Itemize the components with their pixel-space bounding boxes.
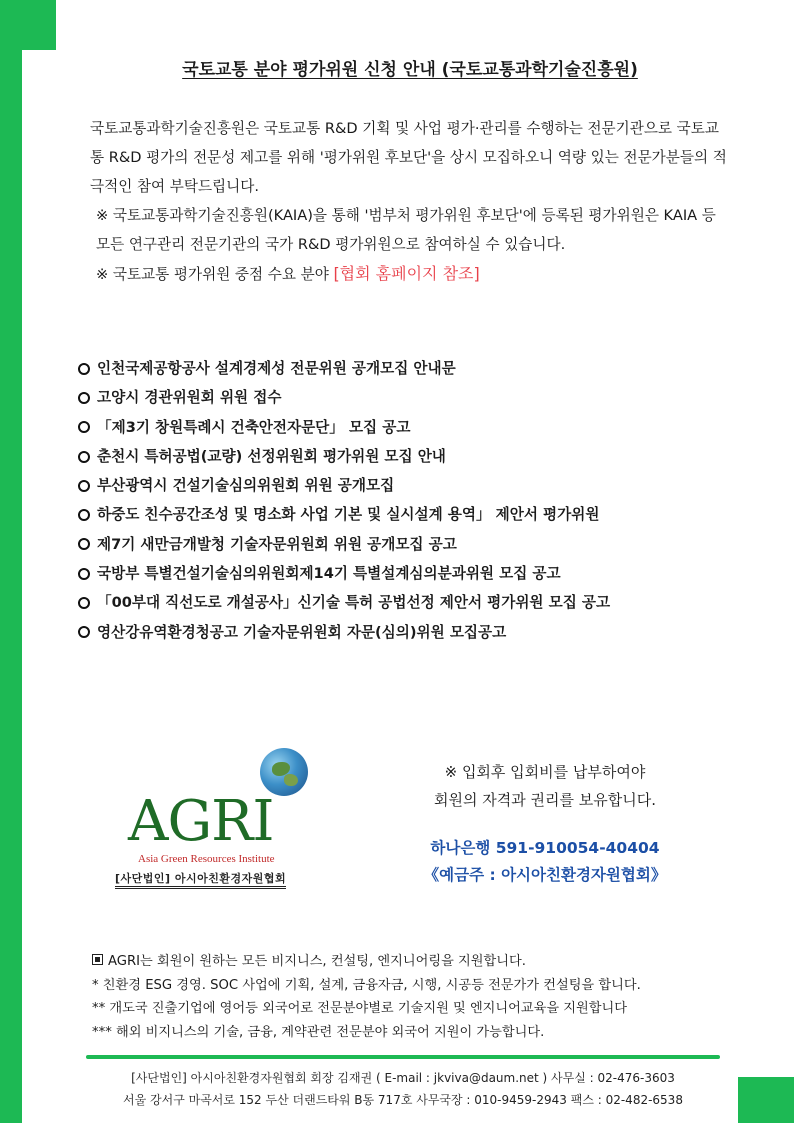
intro-paragraph-2: ※ 국토교통과학기술진흥원(KAIA)을 통해 '범부처 평가위원 후보단'에 등록된 평가위원은 KAIA 등 모든 연구관리 전문기관의 국가 R&D 평가위원으로 참여하실 수 있습니다. <box>96 207 716 253</box>
services-line-1-text: AGRI는 회원이 원하는 모든 비지니스, 컨설팅, 엔지니어링을 지원합니다. <box>108 954 526 969</box>
bottom-right-green-block <box>738 1077 794 1123</box>
square-bullet-icon <box>92 954 103 965</box>
circle-bullet-icon <box>78 597 90 609</box>
notice-item[interactable] <box>78 442 738 471</box>
notice-item[interactable] <box>78 588 738 617</box>
services-line-2: * 친환경 ESG 경영. SOC 사업에 기획, 설계, 금융자금, 시행, 시공등 전문가가 컨설팅을 합니다. <box>92 977 641 993</box>
footer-line-2: 서울 강서구 마곡서로 152 두산 더랜드타워 B동 717호 사무국장 : 010-9459-2943 팩스 : 02-482-6538 <box>123 1093 683 1107</box>
notice-item-text: 춘천시 특허공법(교량) 선정위원회 평가위원 모집 안내 <box>97 447 446 465</box>
services-section <box>92 950 732 1044</box>
circle-bullet-icon <box>78 480 90 492</box>
homepage-reference-link[interactable]: [협회 홈페이지 참조] <box>333 264 480 283</box>
intro-paragraph-1: 국토교통과학기술진흥원은 국토교통 R&D 기획 및 사업 평가·관리를 수행하는 전문기관으로 국토교통 R&D 평가의 전문성 제고를 위해 '평가위원 후보단'을 상시 모집하오니 역량 있는 전문가분들의 적극적인 참여 부탁드립니다. <box>90 120 727 195</box>
notice-item[interactable] <box>78 530 738 559</box>
circle-bullet-icon <box>78 392 90 404</box>
bank-account-holder: 《예금주 : 아시아친환경자원협회》 <box>423 866 667 884</box>
notice-item[interactable] <box>78 471 738 500</box>
circle-bullet-icon <box>78 421 90 433</box>
notice-item-text: 인천국제공항공사 설계경제성 전문위원 공개모집 안내문 <box>97 360 456 377</box>
circle-bullet-icon <box>78 363 90 375</box>
notice-item[interactable] <box>78 618 738 647</box>
services-line-4: *** 해외 비지니스의 기술, 금융, 계약관련 전문분야 외국어 지원이 가능합니다. <box>92 1024 545 1040</box>
page-title: 국토교통 분야 평가위원 신청 안내 (국토교통과학기술진흥원) <box>182 60 638 80</box>
left-decoration <box>0 0 56 1123</box>
top-left-green-tab <box>0 0 56 50</box>
logo-wordmark: AGRI <box>128 789 274 854</box>
notice-item-text: 제7기 새만금개발청 기술자문위원회 위원 공개모집 공고 <box>97 535 457 553</box>
services-line-3: ** 개도국 진출기업에 영어등 외국어로 전문분야별로 기술지원 및 엔지니어교육을 지원합니다 <box>92 1001 627 1016</box>
footer-line-1: [사단법인] 아시아친환경자원협회 회장 김재권 ( E-mail : jkviva@daum.net ) 사무실 : 02-476-3603 <box>131 1071 675 1085</box>
bank-account-info <box>400 835 690 889</box>
notice-item-text: 영산강유역환경청공고 기술자문위원회 자문(심의)위원 모집공고 <box>97 623 507 641</box>
intro-paragraph-3 <box>90 259 730 289</box>
agri-logo <box>110 746 320 892</box>
membership-line-2: 회원의 자격과 권리를 보유합니다. <box>434 791 656 809</box>
notice-item-text: 「00부대 직선도로 개설공사」신기술 특허 공법선정 제안서 평가위원 모집 공고 <box>97 594 611 612</box>
logo-english-name: Asia Green Resources Institute <box>138 853 275 865</box>
services-line-1 <box>92 950 732 974</box>
circle-bullet-icon <box>78 568 90 580</box>
notice-list <box>78 354 738 647</box>
notice-item[interactable] <box>78 559 738 588</box>
circle-bullet-icon <box>78 538 90 550</box>
left-green-strip <box>0 0 22 1123</box>
footer <box>86 1067 720 1111</box>
intro-paragraph-3-text: ※ 국토교통 평가위원 중점 수요 분야 <box>96 266 334 283</box>
notice-item-text: 하중도 친수공간조성 및 명소화 사업 기본 및 실시설계 용역」 제안서 평가위원 <box>97 506 600 524</box>
notice-item[interactable] <box>78 354 738 383</box>
notice-item[interactable] <box>78 500 738 529</box>
intro-section <box>90 114 730 289</box>
notice-item-text: 부산광역시 건설기술심의위원회 위원 공개모집 <box>97 477 395 495</box>
circle-bullet-icon <box>78 451 90 463</box>
circle-bullet-icon <box>78 626 90 638</box>
notice-item[interactable] <box>78 383 738 412</box>
membership-line-1: ※ 입회후 입회비를 납부하여야 <box>444 763 646 781</box>
notice-item-text: 고양시 경관위원회 위원 접수 <box>97 389 282 407</box>
footer-divider <box>86 1055 720 1059</box>
logo-korean-name: [사단법인] 아시아친환경자원협회 <box>115 870 286 889</box>
bank-account-number: 하나은행 591-910054-40404 <box>430 839 660 857</box>
notice-item-text: 국방부 특별건설기술심의위원회제14기 특별설계심의분과위원 모집 공고 <box>97 565 561 583</box>
circle-bullet-icon <box>78 509 90 521</box>
membership-notice <box>400 758 690 814</box>
notice-item[interactable] <box>78 413 738 442</box>
notice-item-text: 「제3기 창원특례시 건축안전자문단」 모집 공고 <box>97 418 411 436</box>
